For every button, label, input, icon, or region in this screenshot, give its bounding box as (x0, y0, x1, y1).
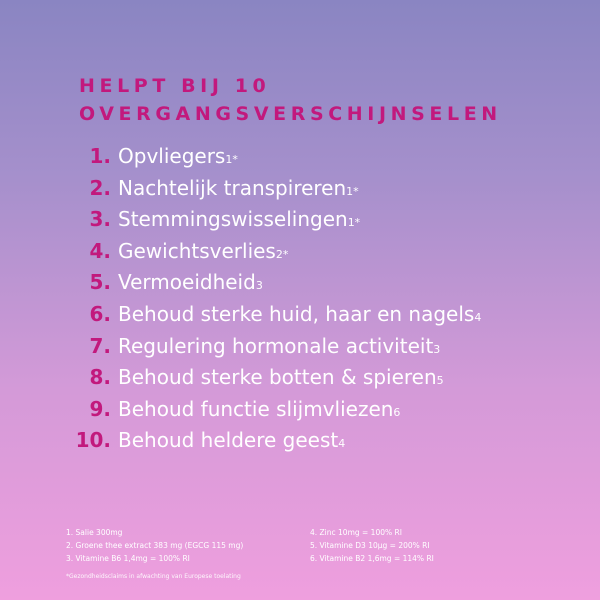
item-label: Stemmingswisselingen (118, 207, 348, 232)
item-label: Behoud sterke huid, haar en nagels (118, 301, 475, 326)
list-item: 7. Regulering hormonale activiteit 3 (64, 334, 584, 366)
footnote: 6. Vitamine B2 1,6mg = 114% RI (310, 554, 434, 563)
item-number: 10. (75, 428, 111, 453)
page-heading (79, 72, 559, 128)
list-item: 2. Nachtelijk transpireren 1* (64, 176, 584, 208)
disclaimer: *Gezondheidsclaims in afwachting van Europese toelating (66, 573, 241, 580)
item-number: 4. (89, 238, 111, 263)
footnote: 2. Groene thee extract 383 mg (EGCG 115 mg) (66, 541, 244, 550)
list-item: 5. Vermoeidheid 3 (64, 270, 584, 302)
symptom-list (64, 144, 584, 460)
heading-line-2: OVERGANGSVERSCHIJNSELEN (79, 103, 502, 125)
footnote: 1. Salie 300mg (66, 528, 123, 537)
item-label: Opvliegers (118, 144, 226, 168)
item-label: Nachtelijk transpireren (118, 175, 347, 200)
item-number: 2. (89, 175, 111, 200)
list-item: 3. Stemmingswisselingen 1* (64, 207, 584, 239)
item-label: Behoud sterke botten & spieren (118, 365, 437, 390)
item-number: 1. (89, 144, 111, 168)
list-item: 1. Opvliegers 1* (64, 144, 584, 176)
footnotes-right (310, 526, 434, 565)
heading-line-1: HELPT BIJ 10 (79, 75, 271, 97)
list-item: 9. Behoud functie slijmvliezen 6 (64, 397, 584, 429)
list-item: 8. Behoud sterke botten & spieren 5 (64, 365, 584, 397)
list-item: 10. Behoud heldere geest 4 (64, 428, 584, 460)
item-number: 6. (89, 301, 111, 326)
item-label: Gewichtsverlies (118, 238, 276, 263)
item-label: Behoud functie slijmvliezen (118, 396, 394, 421)
footnote: 5. Vitamine D3 10µg = 200% RI (310, 541, 430, 550)
item-number: 3. (89, 207, 111, 232)
list-item: 6. Behoud sterke huid, haar en nagels 4 (64, 302, 584, 334)
footnote: 4. Zinc 10mg = 100% RI (310, 528, 402, 537)
item-number: 8. (89, 365, 111, 390)
item-label: Behoud heldere geest (118, 428, 339, 453)
footnote: 3. Vitamine B6 1,4mg = 100% RI (66, 554, 190, 563)
item-label: Vermoeidheid (118, 270, 256, 295)
item-label: Regulering hormonale activiteit (118, 333, 434, 358)
item-number: 5. (89, 270, 111, 295)
item-number: 9. (89, 396, 111, 421)
item-number: 7. (89, 333, 111, 358)
footnotes-left (66, 526, 243, 565)
list-item: 4. Gewichtsverlies 2* (64, 239, 584, 271)
